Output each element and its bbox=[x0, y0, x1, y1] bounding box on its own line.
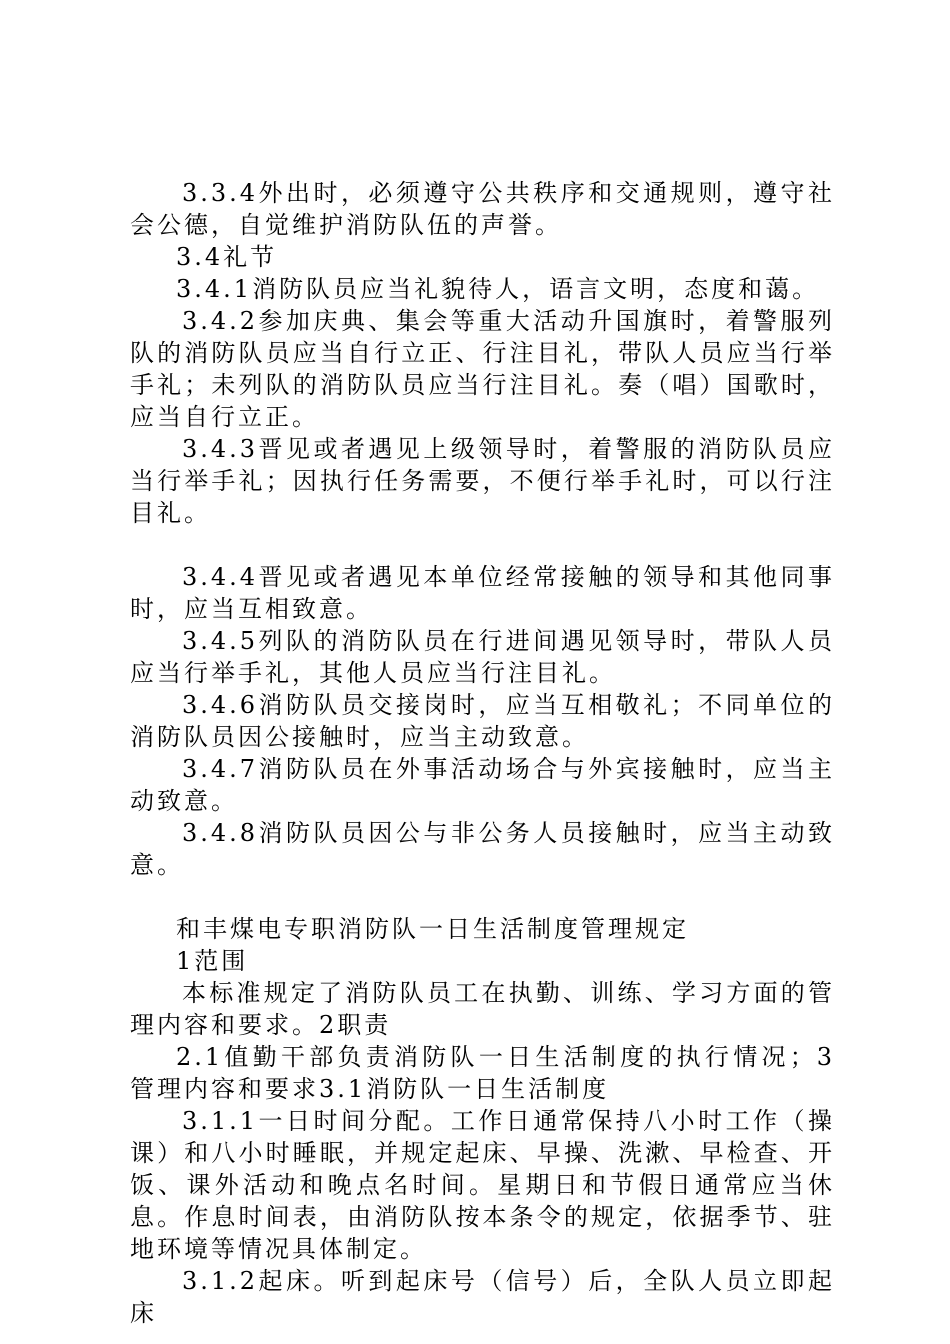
paragraph-3-4-2: 3.4.2参加庆典、集会等重大活动升国旗时，着警服列队的消防队员应当自行立正、行注目礼，带队人员应当行举手礼；未列队的消防队员应当行注目礼。奏（唱）国歌时，应当自行立正。 bbox=[130, 307, 835, 431]
blank-line bbox=[130, 529, 835, 561]
paragraph-3-4-1: 3.4.1消防队员应当礼貌待人，语言文明，态度和蔼。 bbox=[176, 275, 820, 303]
paragraph-scope: 本标准规定了消防队员工在执勤、训练、学习方面的管理内容和要求。2职责 bbox=[130, 979, 835, 1039]
paragraph-3-4-7: 3.4.7消防队员在外事活动场合与外宾接触时，应当主动致意。 bbox=[130, 755, 835, 815]
paragraph-3-4-3: 3.4.3晋见或者遇见上级领导时，着警服的消防队员应当行举手礼；因执行任务需要，不便行举手礼时，可以行注目礼。 bbox=[130, 435, 835, 527]
paragraph-3-1-2: 3.1.2起床。听到起床号（信号）后，全队人员立即起床 bbox=[130, 1267, 835, 1327]
paragraph-3-3-4: 3.3.4外出时，必须遵守公共秩序和交通规则，遵守社会公德，自觉维护消防队伍的声誉。 bbox=[130, 179, 835, 239]
paragraph-3-1-1: 3.1.1一日时间分配。工作日通常保持八小时工作（操课）和八小时睡眠，并规定起床、早操、洗漱、早检查、开饭、课外活动和晚点名时间。星期日和节假日通常应当休息。作息时间表，由消防队按本条令的规定，依据季节、驻地环境等情况具体制定。 bbox=[130, 1107, 835, 1263]
document-title: 和丰煤电专职消防队一日生活制度管理规定 bbox=[176, 915, 689, 943]
blank-line bbox=[130, 881, 835, 913]
paragraph-3-4-4: 3.4.4晋见或者遇见本单位经常接触的领导和其他同事时，应当互相致意。 bbox=[130, 563, 835, 623]
paragraph-3-4-8: 3.4.8消防队员因公与非公务人员接触时，应当主动致意。 bbox=[130, 819, 835, 879]
section-heading-scope: 1范围 bbox=[176, 947, 249, 975]
paragraph-3-4-5: 3.4.5列队的消防队员在行进间遇见领导时，带队人员应当行举手礼，其他人员应当行注目礼。 bbox=[130, 627, 835, 687]
paragraph-2-1: 2.1值勤干部负责消防队一日生活制度的执行情况；3管理内容和要求3.1消防队一日生活制度 bbox=[130, 1043, 835, 1103]
document-page bbox=[130, 177, 835, 1329]
paragraph-3-4-6: 3.4.6消防队员交接岗时，应当互相敬礼；不同单位的消防队员因公接触时，应当主动致意。 bbox=[130, 691, 835, 751]
section-heading-3-4: 3.4礼节 bbox=[176, 243, 278, 271]
